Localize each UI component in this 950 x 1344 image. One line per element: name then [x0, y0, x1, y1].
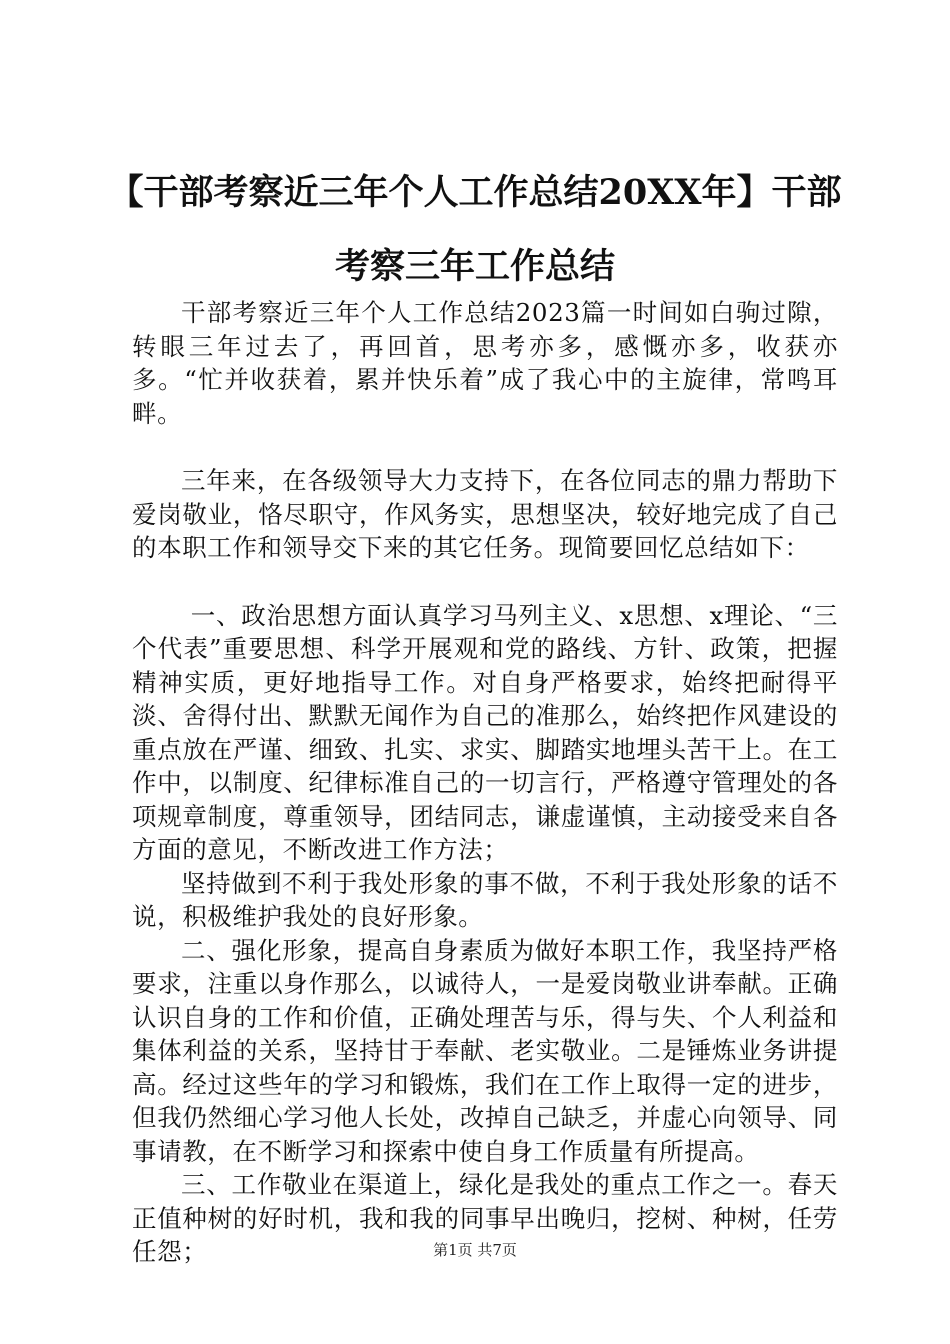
document-body	[132, 296, 838, 1269]
paragraph-self-quality: 二、强化形象，提高自身素质为做好本职工作，我坚持严格要求，注重以身作那么，以诚待人，一是爱岗敬业讲奉献。正确认识自身的工作和价值，正确处理苦与乐，得与失、个人利益和集体利益的关系，坚持甘于奉献、老实敬业。二是锤炼业务讲提高。经过这些年的学习和锻炼，我们在工作上取得一定的进步，但我仍然细心学习他人长处，改掉自己缺乏，并虚心向领导、同事请教，在不断学习和探索中使自身工作质量有所提高。	[132, 935, 838, 1166]
paragraph-intro: 干部考察近三年个人工作总结2023篇一时间如白驹过隙，转眼三年过去了，再回首，思考亦多，感慨亦多，收获亦多。“忙并收获着，累并快乐着”成了我心中的主旋律，常鸣耳畔。	[132, 298, 838, 428]
paragraph-image-maintenance: 坚持做到不利于我处形象的事不做，不利于我处形象的话不说，积极维护我处的良好形象。	[132, 868, 838, 931]
paragraph-work-dedication: 三、工作敬业在渠道上，绿化是我处的重点工作之一。春天正值种树的好时机，我和我的同事早出晚归，挖树、种树，任劳任怨；	[132, 1170, 838, 1266]
page-number-footer: 第1页 共7页	[433, 1241, 517, 1259]
paragraph-overview: 三年来，在各级领导大力支持下，在各位同志的鼎力帮助下爱岗敬业，恪尽职守，作风务实，思想坚决，较好地完成了自己的本职工作和领导交下来的其它任务。现简要回忆总结如下：	[132, 466, 838, 562]
paragraph-political-thought: 一、政治思想方面认真学习马列主义、x思想、x理论、“三个代表”重要思想、科学开展观和党的路线、方针、政策，把握精神实质，更好地指导工作。对自身严格要求，始终把耐得平淡、舍得付出、默默无闻作为自己的准那么，始终把作风建设的重点放在严谨、细致、扎实、求实、脚踏实地埋头苦干上。在工作中，以制度、纪律标准自己的一切言行，严格遵守管理处的各项规章制度，尊重领导，团结同志，谦虚谨慎，主动接受来自各方面的意见，不断改进工作方法；	[132, 600, 838, 864]
document-title: 【干部考察近三年个人工作总结20XX年】干部考察三年工作总结	[108, 172, 842, 287]
